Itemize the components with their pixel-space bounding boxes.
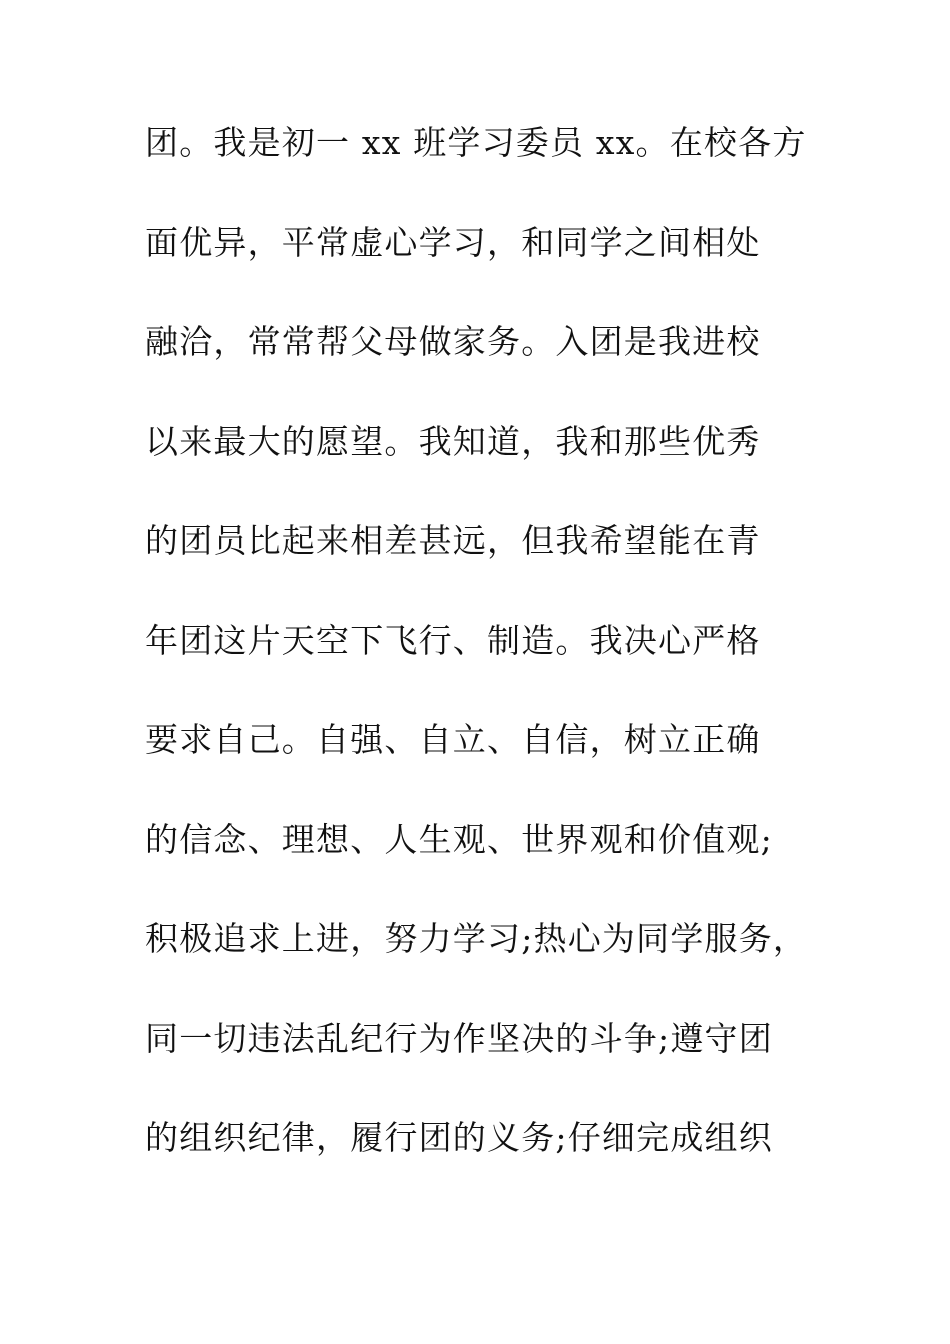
text-line: 年团这片天空下飞行、制造。我决心严格 — [145, 620, 761, 660]
text-line: 同一切违法乱纪行为作坚决的斗争;遵守团 — [145, 1018, 773, 1058]
text-line: 融洽，常常帮父母做家务。入团是我进校 — [145, 322, 761, 361]
text-line: 的信念、理想、人生观、世界观和价值观; — [145, 819, 773, 859]
text-line: 积极追求上进，努力学习;热心为同学服务， — [145, 919, 808, 958]
text-line: 要求自己。自强、自立、自信，树立正确 — [145, 720, 761, 759]
text-line: 的组织纪律，履行团的义务;仔细完成组织 — [145, 1118, 773, 1157]
document-body — [145, 123, 845, 1221]
text-line: 面优异，平常虚心学习，和同学之间相处 — [145, 222, 761, 262]
text-line: 团。我是初一 xx 班学习委员 xx。在校各方 — [145, 123, 807, 162]
text-line: 以来最大的愿望。我知道，我和那些优秀 — [145, 421, 761, 461]
text-line: 的团员比起来相差甚远，但我希望能在青 — [145, 521, 761, 560]
